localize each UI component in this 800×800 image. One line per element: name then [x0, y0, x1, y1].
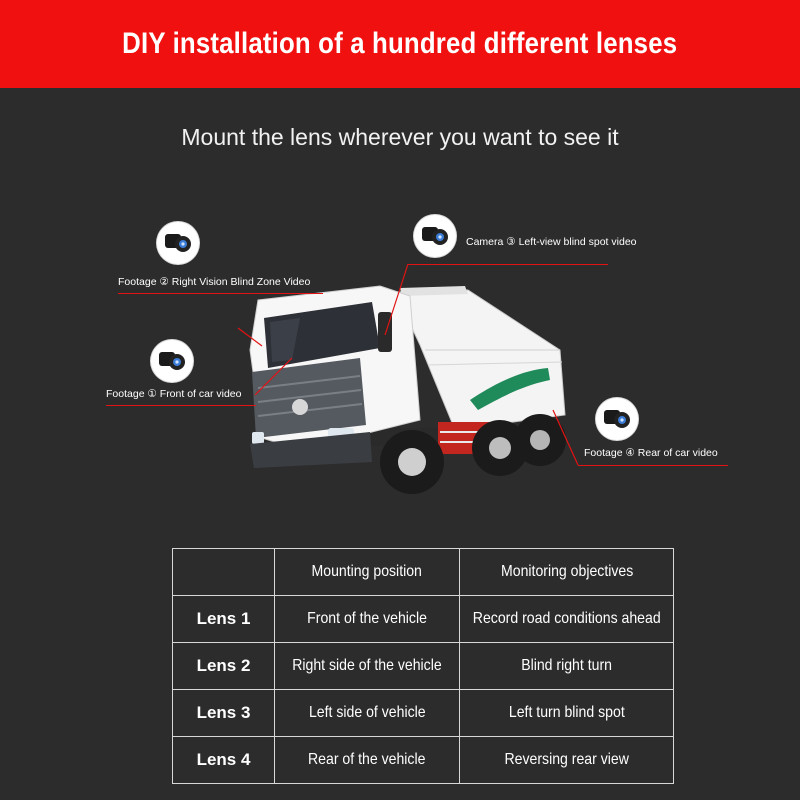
- lens-label: Lens 2: [173, 643, 275, 690]
- table-header-position: Mounting position: [275, 549, 460, 596]
- table-row: [173, 690, 674, 737]
- table-header-row: [173, 549, 674, 596]
- mounting-position: Rear of the vehicle: [275, 737, 460, 784]
- callout-right-vision: Footage ② Right Vision Blind Zone Video: [118, 276, 311, 288]
- mounting-position: Front of the vehicle: [275, 596, 460, 643]
- callout-underline: [578, 465, 728, 466]
- lens-label: Lens 4: [173, 737, 275, 784]
- callout-underline: [118, 293, 323, 294]
- page-subtitle: Mount the lens wherever you want to see it: [181, 124, 619, 150]
- callout-underline: [408, 264, 608, 265]
- monitoring-objective: Left turn blind spot: [460, 690, 674, 737]
- callout-underline: [106, 405, 256, 406]
- table-row: [173, 643, 674, 690]
- banner-title: DIY installation of a hundred different lenses: [122, 27, 678, 60]
- camera-icon: [151, 340, 193, 382]
- camera-icon: [414, 215, 456, 257]
- lens-label: Lens 3: [173, 690, 275, 737]
- table-row: [173, 596, 674, 643]
- table-header-empty: [173, 549, 275, 596]
- monitoring-objective: Reversing rear view: [460, 737, 674, 784]
- callout-rear: Footage ④ Rear of car video: [584, 447, 718, 459]
- mounting-position: Left side of vehicle: [275, 690, 460, 737]
- dump-truck-illustration: [0, 200, 800, 520]
- monitoring-objective: Blind right turn: [460, 643, 674, 690]
- callout-left-view: Camera ③ Left-view blind spot video: [466, 236, 637, 248]
- lens-table: [172, 548, 674, 784]
- camera-icon: [157, 222, 199, 264]
- callout-front: Footage ① Front of car video: [106, 388, 242, 400]
- truck-scene: [0, 200, 800, 520]
- monitoring-objective: Record road conditions ahead: [460, 596, 674, 643]
- mounting-position: Right side of the vehicle: [275, 643, 460, 690]
- table-row: [173, 737, 674, 784]
- camera-icon: [596, 398, 638, 440]
- lens-label: Lens 1: [173, 596, 275, 643]
- table-header-objective: Monitoring objectives: [460, 549, 674, 596]
- top-banner: [0, 0, 800, 88]
